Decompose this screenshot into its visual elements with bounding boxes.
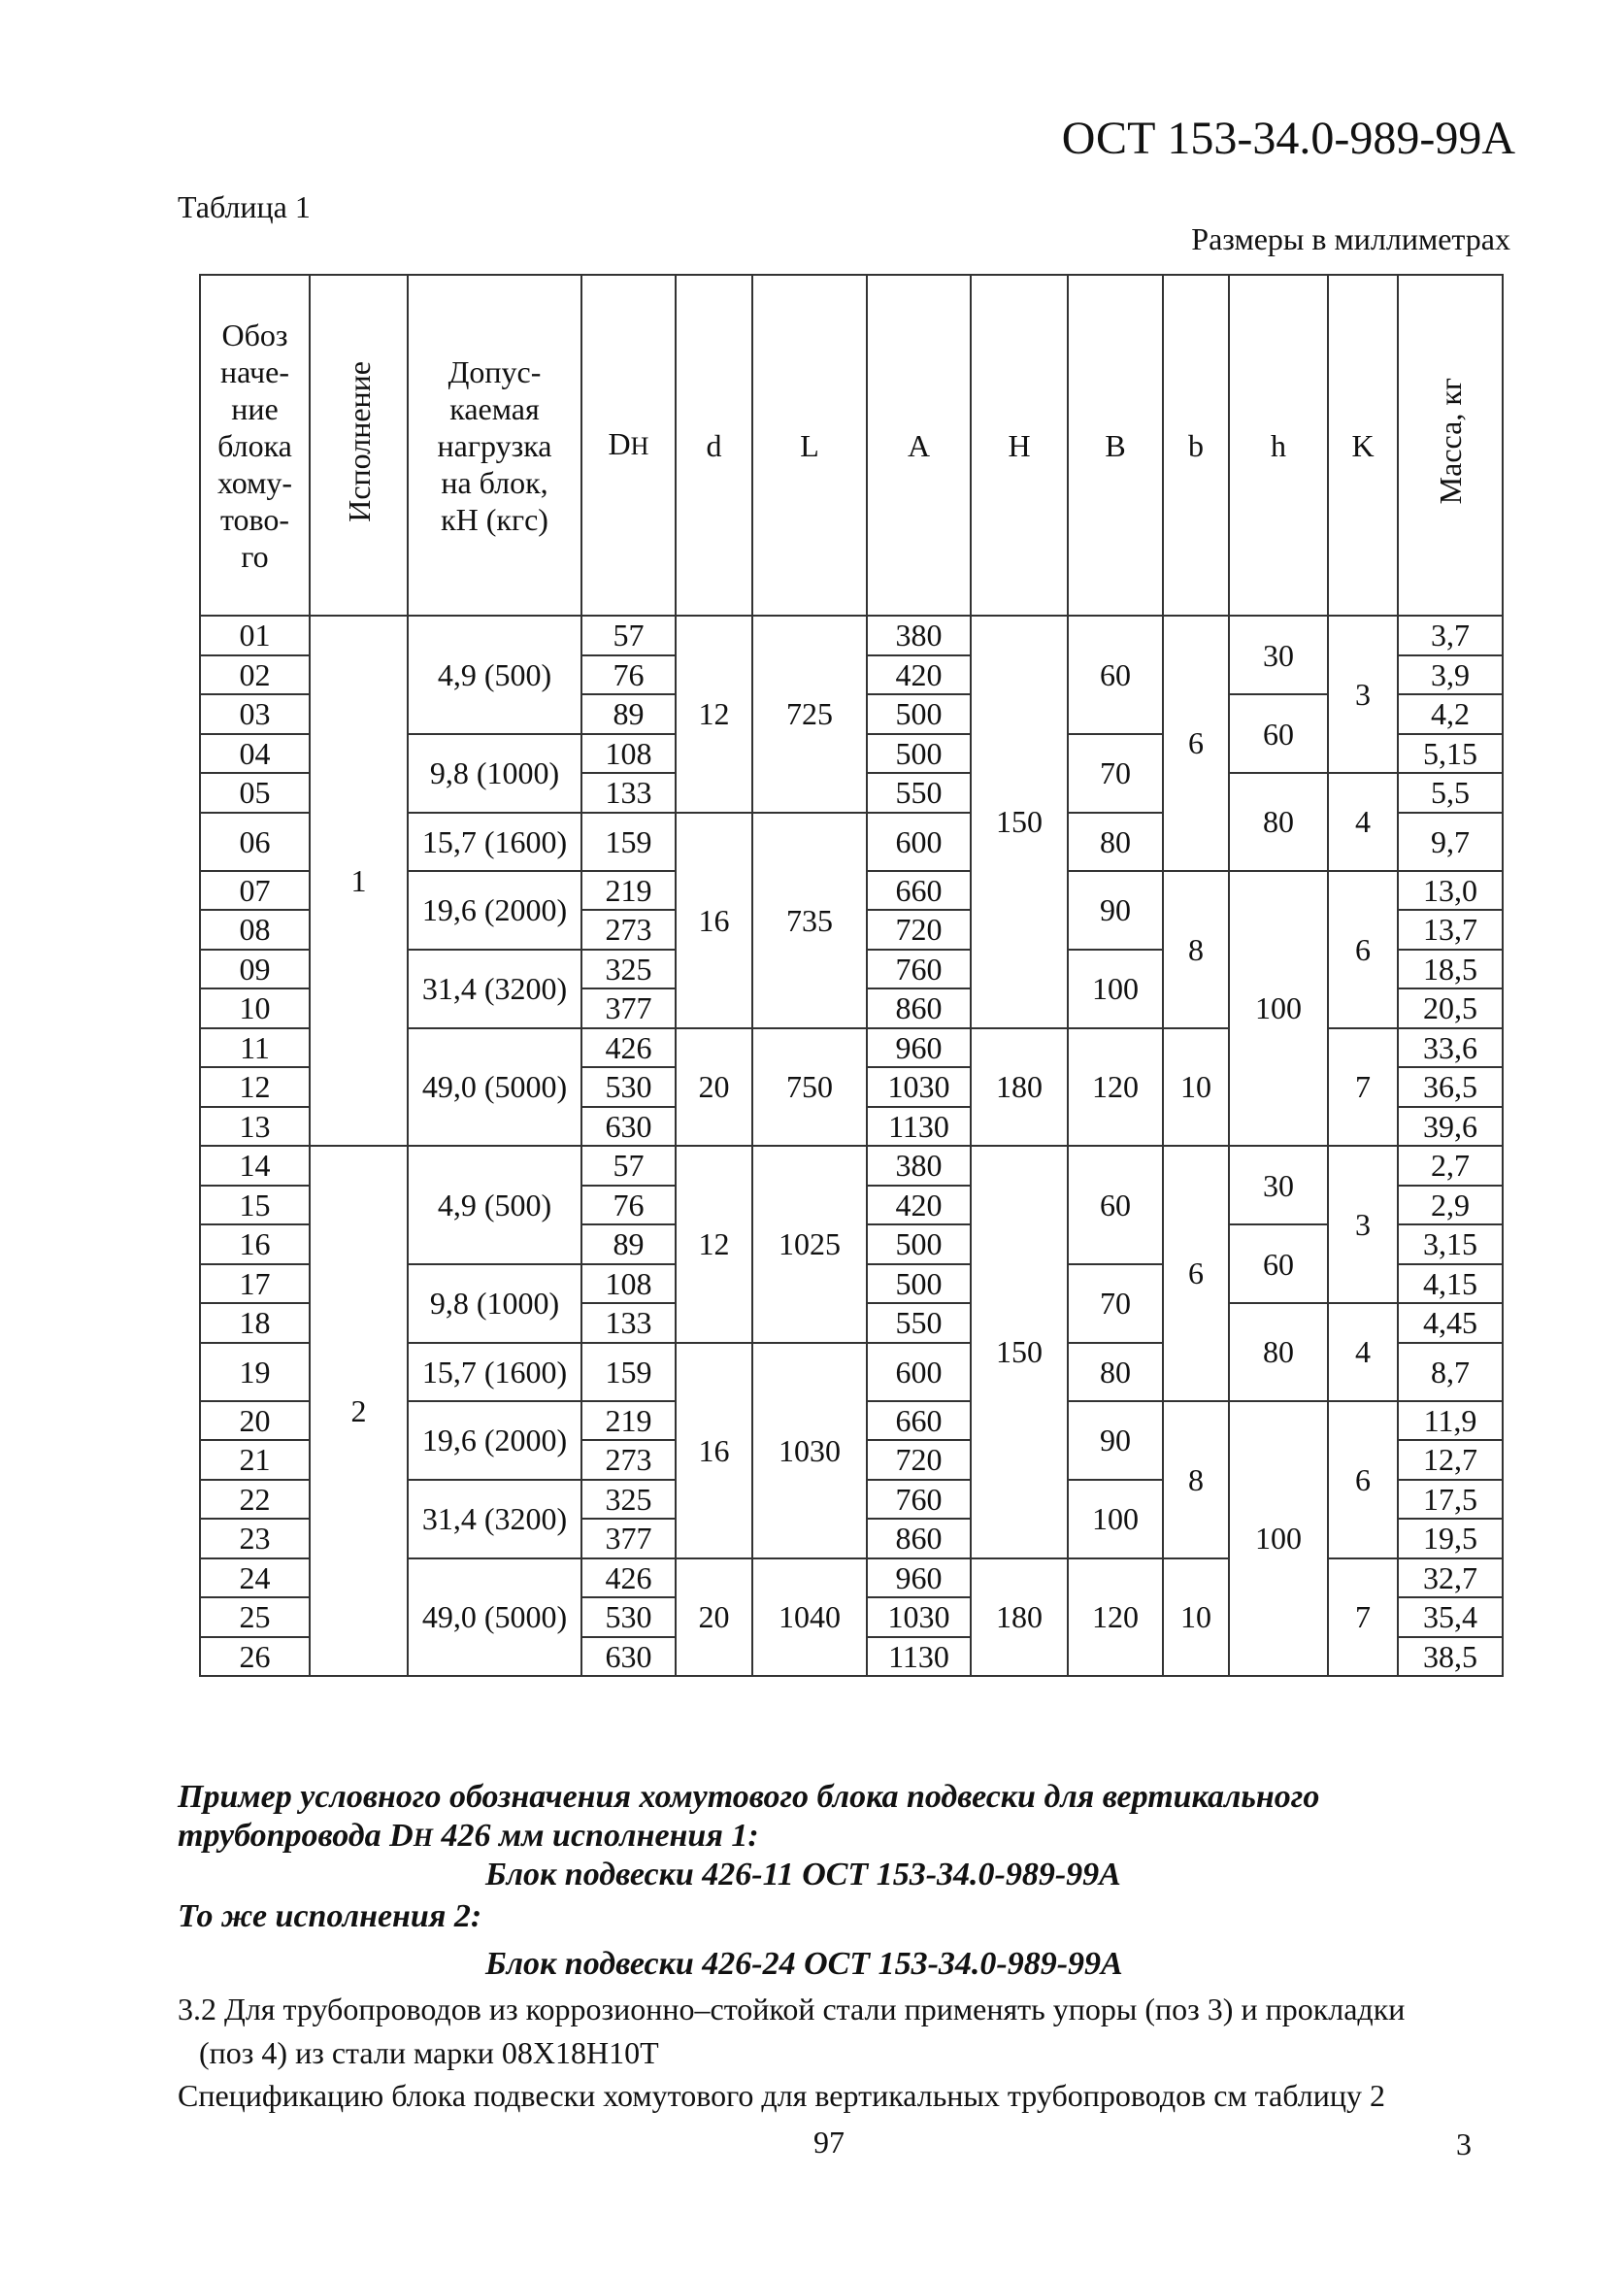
d-cell: 16 xyxy=(676,1343,752,1558)
dn-cell: 89 xyxy=(581,694,676,734)
mass-cell: 39,6 xyxy=(1398,1107,1503,1147)
mass-cell: 35,4 xyxy=(1398,1597,1503,1637)
paragraph-3-2: 3.2 Для трубопроводов из коррозионно–стойкой стали применять упоры (поз 3) и прокладки xyxy=(178,1992,1406,2026)
dn-cell: 108 xyxy=(581,1264,676,1304)
col-variant xyxy=(310,275,408,616)
variant-cell: 1 xyxy=(310,616,408,1146)
A-cell: 420 xyxy=(867,655,971,695)
dn-cell: 133 xyxy=(581,1303,676,1343)
load-cell: 15,7 (1600) xyxy=(408,1343,581,1401)
designation-cell: 07 xyxy=(200,871,310,911)
header-row xyxy=(200,275,1503,616)
K-cell: 4 xyxy=(1328,1303,1398,1401)
b-cell: 6 xyxy=(1163,616,1229,871)
document-code: ОСТ 153-34.0-989-99А xyxy=(1061,113,1515,164)
h-cell: 30 xyxy=(1229,616,1328,694)
mass-cell: 5,15 xyxy=(1398,734,1503,774)
h-cell: 60 xyxy=(1229,1224,1328,1303)
designation-cell: 09 xyxy=(200,950,310,989)
col-mass xyxy=(1398,275,1503,616)
designation-cell: 18 xyxy=(200,1303,310,1343)
B-cell: 100 xyxy=(1068,950,1163,1028)
dn-cell: 273 xyxy=(581,910,676,950)
A-cell: 760 xyxy=(867,1480,971,1520)
mass-cell: 18,5 xyxy=(1398,950,1503,989)
dn-cell: 219 xyxy=(581,1401,676,1441)
dn-cell: 57 xyxy=(581,616,676,655)
mass-cell: 13,7 xyxy=(1398,910,1503,950)
dn-cell: 377 xyxy=(581,988,676,1028)
K-cell: 6 xyxy=(1328,1401,1398,1558)
designation-cell: 01 xyxy=(200,616,310,655)
dn-cell: 108 xyxy=(581,734,676,774)
B-cell: 120 xyxy=(1068,1028,1163,1147)
K-cell: 3 xyxy=(1328,1146,1398,1303)
dn-cell: 76 xyxy=(581,1186,676,1225)
mass-cell: 19,5 xyxy=(1398,1519,1503,1558)
mass-cell: 36,5 xyxy=(1398,1067,1503,1107)
dn-cell: 133 xyxy=(581,773,676,813)
b-cell: 6 xyxy=(1163,1146,1229,1401)
designation-cell: 24 xyxy=(200,1558,310,1598)
designation-cell: 22 xyxy=(200,1480,310,1520)
table-row xyxy=(200,616,1503,655)
mass-cell: 3,7 xyxy=(1398,616,1503,655)
load-cell: 4,9 (500) xyxy=(408,616,581,734)
B-cell: 60 xyxy=(1068,616,1163,734)
designation-cell: 23 xyxy=(200,1519,310,1558)
designation-cell: 14 xyxy=(200,1146,310,1186)
load-cell: 4,9 (500) xyxy=(408,1146,581,1264)
h-cell: 100 xyxy=(1229,871,1328,1147)
B-cell: 90 xyxy=(1068,871,1163,950)
designation-cell: 17 xyxy=(200,1264,310,1304)
page-counter: 3 xyxy=(1456,2126,1472,2161)
col-dn xyxy=(581,275,676,616)
col-designation: Обоз наче- ние блока хому- тово- го xyxy=(200,275,310,616)
load-cell: 49,0 (5000) xyxy=(408,1028,581,1147)
L-cell: 735 xyxy=(752,813,867,1028)
A-cell: 500 xyxy=(867,1224,971,1264)
dn-cell: 630 xyxy=(581,1637,676,1677)
designation-cell: 11 xyxy=(200,1028,310,1068)
K-cell: 4 xyxy=(1328,773,1398,871)
dn-cell: 273 xyxy=(581,1440,676,1480)
designation-cell: 15 xyxy=(200,1186,310,1225)
h-cell: 80 xyxy=(1229,773,1328,871)
load-cell: 15,7 (1600) xyxy=(408,813,581,871)
example-pipe-sub: Н xyxy=(413,1824,433,1852)
paragraph-specification: Спецификацию блока подвески хомутового для вертикальных трубопроводов см таблицу 2 xyxy=(178,2078,1385,2113)
A-cell: 720 xyxy=(867,1440,971,1480)
dn-cell: 219 xyxy=(581,871,676,911)
B-cell: 90 xyxy=(1068,1401,1163,1480)
d-cell: 12 xyxy=(676,1146,752,1343)
mass-cell: 33,6 xyxy=(1398,1028,1503,1068)
load-cell: 19,6 (2000) xyxy=(408,871,581,950)
mass-cell: 2,7 xyxy=(1398,1146,1503,1186)
K-cell: 7 xyxy=(1328,1028,1398,1147)
B-cell: 120 xyxy=(1068,1558,1163,1677)
mass-cell: 5,5 xyxy=(1398,773,1503,813)
designation-cell: 10 xyxy=(200,988,310,1028)
A-cell: 1030 xyxy=(867,1067,971,1107)
mass-cell: 38,5 xyxy=(1398,1637,1503,1677)
paragraph-3-2-line2: (поз 4) из стали марки 08Х18Н10Т xyxy=(199,2035,659,2070)
mass-cell: 17,5 xyxy=(1398,1480,1503,1520)
col-dn-sub: Н xyxy=(630,432,649,460)
A-cell: 960 xyxy=(867,1028,971,1068)
h-cell: 30 xyxy=(1229,1146,1328,1224)
mass-cell: 2,9 xyxy=(1398,1186,1503,1225)
L-cell: 1025 xyxy=(752,1146,867,1343)
dn-cell: 57 xyxy=(581,1146,676,1186)
table-row xyxy=(200,1146,1503,1186)
h-cell: 80 xyxy=(1229,1303,1328,1401)
load-cell: 31,4 (3200) xyxy=(408,1480,581,1558)
units-note: Размеры в миллиметрах xyxy=(1191,221,1510,256)
A-cell: 660 xyxy=(867,1401,971,1441)
load-cell: 9,8 (1000) xyxy=(408,1264,581,1343)
B-cell: 70 xyxy=(1068,734,1163,813)
K-cell: 7 xyxy=(1328,1558,1398,1677)
example-same-variant: То же исполнения 2: xyxy=(178,1898,482,1934)
B-cell: 80 xyxy=(1068,1343,1163,1401)
dn-cell: 76 xyxy=(581,655,676,695)
B-cell: 60 xyxy=(1068,1146,1163,1264)
load-cell: 19,6 (2000) xyxy=(408,1401,581,1480)
example-heading-line2 xyxy=(178,1818,759,1855)
dn-cell: 630 xyxy=(581,1107,676,1147)
H-cell: 180 xyxy=(971,1028,1068,1147)
A-cell: 500 xyxy=(867,734,971,774)
A-cell: 550 xyxy=(867,773,971,813)
dn-cell: 377 xyxy=(581,1519,676,1558)
d-cell: 16 xyxy=(676,813,752,1028)
A-cell: 720 xyxy=(867,910,971,950)
H-cell: 150 xyxy=(971,1146,1068,1558)
A-cell: 380 xyxy=(867,1146,971,1186)
load-cell: 49,0 (5000) xyxy=(408,1558,581,1677)
col-K: K xyxy=(1328,275,1398,616)
A-cell: 1130 xyxy=(867,1637,971,1677)
B-cell: 70 xyxy=(1068,1264,1163,1343)
designation-cell: 04 xyxy=(200,734,310,774)
designation-cell: 16 xyxy=(200,1224,310,1264)
dn-cell: 530 xyxy=(581,1597,676,1637)
dn-cell: 426 xyxy=(581,1558,676,1598)
variant-cell: 2 xyxy=(310,1146,408,1676)
b-cell: 10 xyxy=(1163,1558,1229,1677)
mass-cell: 4,15 xyxy=(1398,1264,1503,1304)
B-cell: 80 xyxy=(1068,813,1163,871)
mass-cell: 9,7 xyxy=(1398,813,1503,871)
A-cell: 550 xyxy=(867,1303,971,1343)
col-H: H xyxy=(971,275,1068,616)
mass-cell: 4,45 xyxy=(1398,1303,1503,1343)
A-cell: 380 xyxy=(867,616,971,655)
mass-cell: 3,9 xyxy=(1398,655,1503,695)
designation-cell: 12 xyxy=(200,1067,310,1107)
col-variant-label: Исполнение xyxy=(341,360,377,522)
A-cell: 1030 xyxy=(867,1597,971,1637)
designation-cell: 20 xyxy=(200,1401,310,1441)
d-cell: 20 xyxy=(676,1028,752,1147)
dimensions-table xyxy=(199,274,1504,1677)
dn-cell: 159 xyxy=(581,1343,676,1401)
col-dn-main: D xyxy=(608,426,631,461)
A-cell: 660 xyxy=(867,871,971,911)
designation-cell: 25 xyxy=(200,1597,310,1637)
dn-cell: 530 xyxy=(581,1067,676,1107)
designation-cell: 21 xyxy=(200,1440,310,1480)
designation-cell: 05 xyxy=(200,773,310,813)
example-heading: Пример условного обозначения хомутового блока подвески для вертикального xyxy=(178,1779,1320,1815)
dn-cell: 426 xyxy=(581,1028,676,1068)
col-L: L xyxy=(752,275,867,616)
b-cell: 8 xyxy=(1163,871,1229,1028)
A-cell: 760 xyxy=(867,950,971,989)
col-load: Допус- каемая нагрузка на блок, кН (кгс) xyxy=(408,275,581,616)
B-cell: 100 xyxy=(1068,1480,1163,1558)
designation-cell: 03 xyxy=(200,694,310,734)
dn-cell: 159 xyxy=(581,813,676,871)
L-cell: 725 xyxy=(752,616,867,813)
mass-cell: 8,7 xyxy=(1398,1343,1503,1401)
designation-cell: 19 xyxy=(200,1343,310,1401)
page-number: 97 xyxy=(813,2125,845,2160)
A-cell: 860 xyxy=(867,988,971,1028)
A-cell: 860 xyxy=(867,1519,971,1558)
A-cell: 960 xyxy=(867,1558,971,1598)
col-b: b xyxy=(1163,275,1229,616)
h-cell: 100 xyxy=(1229,1401,1328,1677)
example-designation-1: Блок подвески 426-11 ОСТ 153-34.0-989-99А xyxy=(485,1857,1121,1892)
L-cell: 750 xyxy=(752,1028,867,1147)
designation-cell: 26 xyxy=(200,1637,310,1677)
h-cell: 60 xyxy=(1229,694,1328,773)
K-cell: 6 xyxy=(1328,871,1398,1028)
example-pipe-d: трубопровода D xyxy=(178,1818,414,1854)
example-pipe-rest: 426 мм исполнения 1: xyxy=(432,1818,759,1854)
dn-cell: 325 xyxy=(581,1480,676,1520)
col-mass-label: Масса, кг xyxy=(1433,378,1468,505)
col-h: h xyxy=(1229,275,1328,616)
col-A: A xyxy=(867,275,971,616)
A-cell: 1130 xyxy=(867,1107,971,1147)
mass-cell: 20,5 xyxy=(1398,988,1503,1028)
H-cell: 180 xyxy=(971,1558,1068,1677)
L-cell: 1040 xyxy=(752,1558,867,1677)
designation-cell: 06 xyxy=(200,813,310,871)
example-designation-2: Блок подвески 426-24 ОСТ 153-34.0-989-99А xyxy=(485,1946,1123,1982)
mass-cell: 13,0 xyxy=(1398,871,1503,911)
designation-cell: 13 xyxy=(200,1107,310,1147)
col-d: d xyxy=(676,275,752,616)
K-cell: 3 xyxy=(1328,616,1398,773)
H-cell: 150 xyxy=(971,616,1068,1028)
mass-cell: 11,9 xyxy=(1398,1401,1503,1441)
dn-cell: 89 xyxy=(581,1224,676,1264)
d-cell: 12 xyxy=(676,616,752,813)
col-B: B xyxy=(1068,275,1163,616)
A-cell: 500 xyxy=(867,1264,971,1304)
L-cell: 1030 xyxy=(752,1343,867,1558)
A-cell: 500 xyxy=(867,694,971,734)
table-caption: Таблица 1 xyxy=(178,189,311,224)
load-cell: 9,8 (1000) xyxy=(408,734,581,813)
d-cell: 20 xyxy=(676,1558,752,1677)
designation-cell: 08 xyxy=(200,910,310,950)
designation-cell: 02 xyxy=(200,655,310,695)
dn-cell: 325 xyxy=(581,950,676,989)
mass-cell: 3,15 xyxy=(1398,1224,1503,1264)
A-cell: 420 xyxy=(867,1186,971,1225)
A-cell: 600 xyxy=(867,813,971,871)
mass-cell: 12,7 xyxy=(1398,1440,1503,1480)
b-cell: 8 xyxy=(1163,1401,1229,1558)
load-cell: 31,4 (3200) xyxy=(408,950,581,1028)
mass-cell: 4,2 xyxy=(1398,694,1503,734)
mass-cell: 32,7 xyxy=(1398,1558,1503,1598)
b-cell: 10 xyxy=(1163,1028,1229,1147)
A-cell: 600 xyxy=(867,1343,971,1401)
